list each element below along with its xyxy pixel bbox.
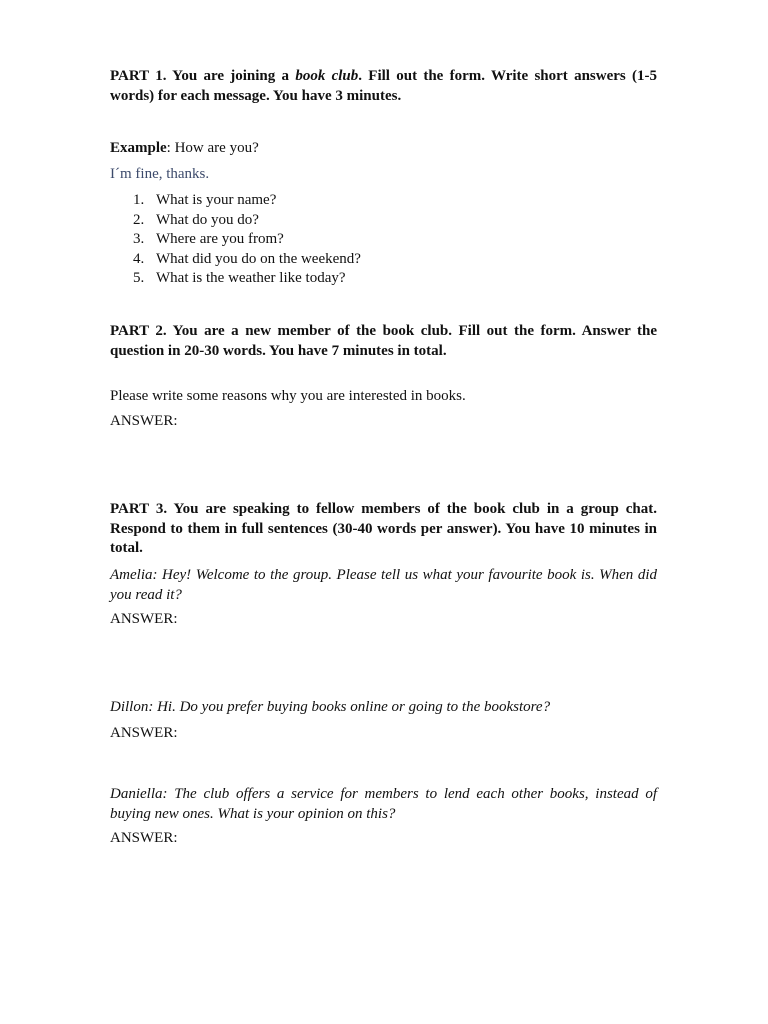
- list-item: [110, 191, 657, 211]
- list-number: 2.: [133, 211, 145, 228]
- chat-message-dillon: Dillon: Hi. Do you prefer buying books online or going to the bookstore?: [110, 699, 551, 715]
- part1-heading-text-end: . Fill out the form. Write short answers (1-5 words) for each message. You have 3 minutes.: [110, 68, 658, 104]
- chat-message-amelia: Amelia: Hey! Welcome to the group. Please tell us what your favourite book is. When did you read it?: [110, 567, 657, 603]
- question-text: What is the weather like today?: [156, 270, 346, 286]
- question-text: What is your name?: [156, 192, 277, 208]
- example-question: : How are you?: [166, 140, 259, 156]
- list-number: 5.: [133, 270, 145, 286]
- part1-heading-text-start: PART 1. You are joining a: [110, 68, 296, 84]
- chat-message-daniella: Daniella: The club offers a service for members to lend each other books, instead of buying new ones. What is your opinion on this?: [110, 786, 657, 822]
- list-number: 1.: [133, 192, 145, 208]
- list-item: [110, 250, 657, 270]
- example-line: [110, 139, 657, 159]
- list-item: [110, 269, 657, 289]
- part1-heading: [110, 67, 657, 106]
- example-answer: I´m fine, thanks.: [110, 166, 210, 182]
- question-text: What do you do?: [156, 211, 259, 228]
- dillon-answer-label: ANSWER:: [110, 725, 178, 741]
- part3-heading: PART 3. You are speaking to fellow members of the book club in a group chat. Respond to them in full sentences (30-40 words per answer). You have 10 minutes in total.: [110, 501, 657, 556]
- list-number: 3.: [133, 231, 145, 247]
- question-list: [110, 191, 657, 289]
- part2-prompt: Please write some reasons why you are interested in books.: [110, 388, 466, 404]
- part2-heading: PART 2. You are a new member of the book club. Fill out the form. Answer the question in 20-30 words. You have 7 minutes in total.: [110, 323, 657, 359]
- part2-answer-label: ANSWER:: [110, 413, 178, 429]
- part1-heading-book-club: book club: [295, 68, 359, 84]
- list-item: [110, 230, 657, 250]
- example-label: Example: [110, 140, 167, 156]
- document-page: [110, 0, 657, 1024]
- question-text: Where are you from?: [156, 231, 284, 247]
- amelia-answer-label: ANSWER:: [110, 611, 178, 627]
- daniella-answer-label: ANSWER:: [110, 830, 178, 846]
- list-item: [110, 211, 657, 231]
- question-text: What did you do on the weekend?: [156, 250, 361, 267]
- list-number: 4.: [133, 250, 145, 267]
